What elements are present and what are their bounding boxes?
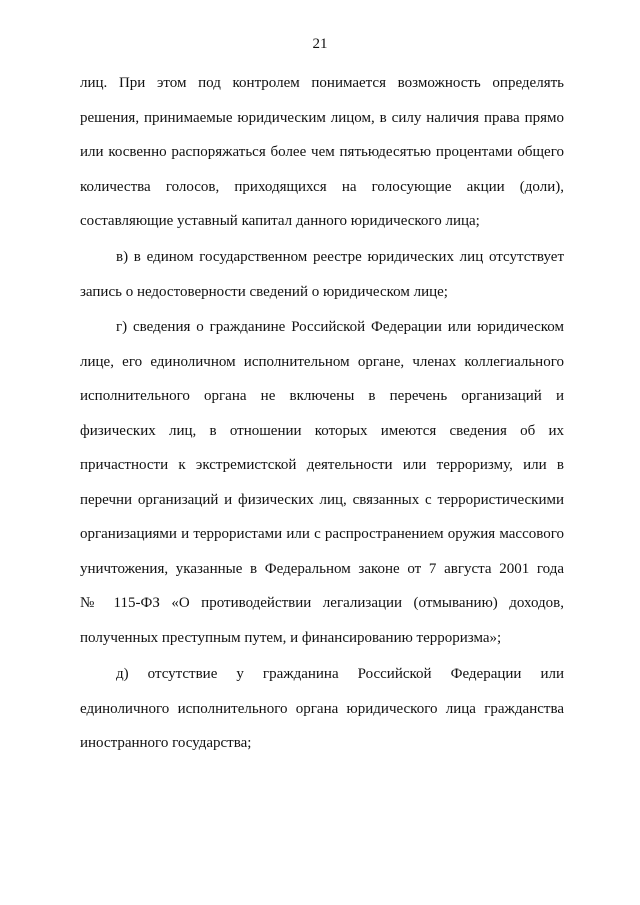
text-line: физических лиц, в отношении которых имеются сведения об их — [80, 422, 564, 439]
text-line: составляющие уставный капитал данного юридического лица; — [80, 213, 480, 229]
text-line: причастности к экстремистской деятельности или терроризму, или в — [80, 457, 564, 473]
page-number: 21 — [312, 36, 328, 52]
text-line: полученных преступным путем, и финансированию терроризма»; — [80, 629, 502, 646]
text-line: д) отсутствие у гражданина Российской Федерации или — [116, 666, 564, 682]
paragraph-item-g — [80, 310, 564, 655]
text-line: иностранного государства; — [80, 735, 252, 751]
text-line: количества голосов, приходящихся на голосующие акции (доли), — [80, 178, 564, 195]
text-line: в) в едином государственном реестре юридических лиц отсутствует — [116, 249, 564, 265]
text-line: лице, его единоличном исполнительном органе, членах коллегиального — [80, 353, 564, 370]
text-line: уничтожения, указанные в Федеральном законе от 7 августа 2001 года — [80, 560, 564, 577]
text-line: единоличного исполнительного органа юридического лица гражданства — [80, 700, 564, 717]
paragraph-item-v — [80, 240, 564, 309]
paragraph-item-d — [80, 657, 564, 761]
text-line: лиц. При этом под контролем понимается возможность определять — [80, 75, 564, 91]
text-line: запись о недостоверности сведений о юридическом лице; — [80, 283, 448, 300]
text-line: или косвенно распоряжаться более чем пятьюдесятью процентами общего — [80, 144, 564, 160]
text-line: организациями и террористами или с распространением оружия массового — [80, 526, 564, 542]
text-line: № 115-ФЗ «О противодействии легализации (отмыванию) доходов, — [80, 595, 564, 611]
text-line: г) сведения о гражданине Российской Федерации или юридическом — [116, 319, 564, 335]
text-line: перечни организаций и физических лиц, связанных с террористическими — [80, 491, 564, 508]
text-line: решения, принимаемые юридическим лицом, в силу наличия права прямо — [80, 109, 564, 126]
paragraph-control-definition — [80, 66, 564, 239]
text-line: исполнительного органа не включены в перечень организаций и — [80, 388, 564, 404]
